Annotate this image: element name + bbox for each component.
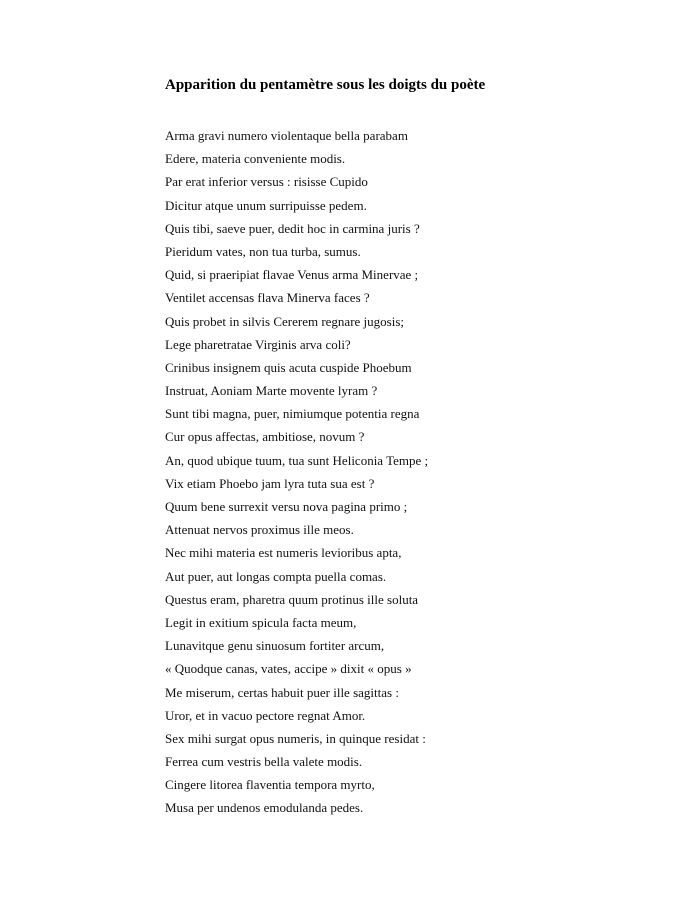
verse-line: Quis tibi, saeve puer, dedit hoc in carmina juris ? — [165, 220, 420, 236]
verse-line: Quis probet in silvis Cererem regnare jugosis; — [165, 313, 405, 329]
verse-line: Quid, si praeripiat flavae Venus arma Minervae ; — [165, 267, 419, 283]
verse-line: Nec mihi materia est numeris levioribus apta, — [165, 545, 402, 561]
verse-line: Instruat, Aoniam Marte movente lyram ? — [165, 383, 378, 399]
verse-line: Ferrea cum vestris bella valete modis. — [165, 754, 363, 770]
verse-line: Cingere litorea flaventia tempora myrto, — [165, 777, 375, 793]
verse-line: Legit in exitium spicula facta meum, — [165, 614, 357, 630]
verse-line: Me miserum, certas habuit puer ille sagittas : — [165, 684, 399, 700]
document-title: Apparition du pentamètre sous les doigts du poète — [165, 77, 486, 93]
verse-line: Lege pharetratae Virginis arva coli? — [165, 336, 351, 352]
verse-line: Musa per undenos emodulanda pedes. — [165, 800, 364, 816]
verse-line: Attenuat nervos proximus ille meos. — [165, 522, 354, 538]
verse-line: Quum bene surrexit versu nova pagina primo ; — [165, 499, 408, 514]
verse-line: Sunt tibi magna, puer, nimiumque potentia regna — [165, 406, 420, 422]
verse-line: An, quod ubique tuum, tua sunt Heliconia Tempe ; — [165, 452, 429, 468]
verse-line: Pieridum vates, non tua turba, sumus. — [165, 243, 361, 259]
verse-line: Cur opus affectas, ambitiose, novum ? — [165, 429, 365, 445]
poem — [165, 124, 428, 820]
verse-line: Arma gravi numero violentaque bella parabam — [165, 128, 408, 143]
verse-line: Aut puer, aut longas compta puella comas. — [165, 568, 387, 584]
verse-line: Par erat inferior versus : risisse Cupido — [165, 174, 368, 190]
verse-line: Dicitur atque unum surripuisse pedem. — [165, 197, 367, 213]
verse-line: Vix etiam Phoebo jam lyra tuta sua est ? — [165, 475, 375, 491]
verse-line: Crinibus insignem quis acuta cuspide Phoebum — [165, 359, 412, 375]
verse-line: Sex mihi surgat opus numeris, in quinque residat : — [165, 730, 426, 746]
verse-line: Lunavitque genu sinuosum fortiter arcum, — [165, 638, 385, 654]
verse-line: Edere, materia conveniente modis. — [165, 151, 346, 167]
verse-line: Ventilet accensas flava Minerva faces ? — [165, 290, 370, 306]
verse-line: « Quodque canas, vates, accipe » dixit « opus » — [165, 661, 412, 677]
verse-line: Uror, et in vacuo pectore regnat Amor. — [165, 707, 366, 723]
verse-line: Questus eram, pharetra quum protinus ille soluta — [165, 591, 419, 607]
